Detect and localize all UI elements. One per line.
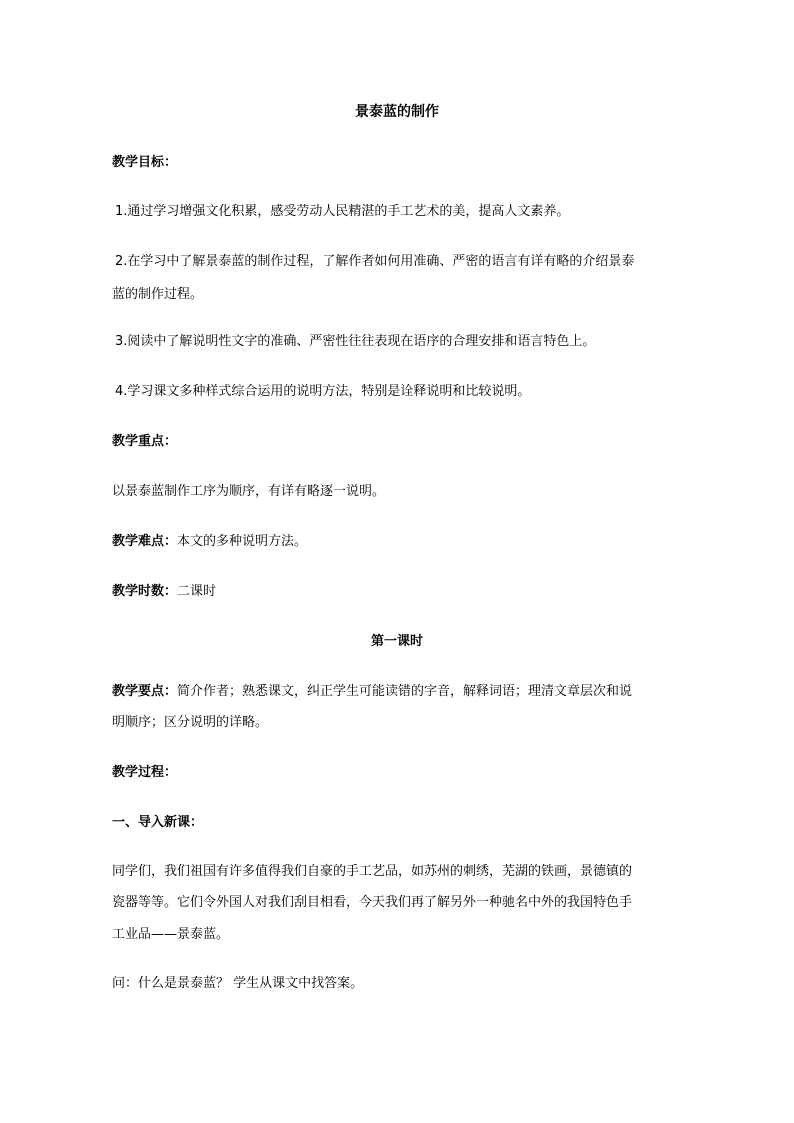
- essentials-line: [112, 683, 632, 701]
- objective-item-4: 4.学习课文多种样式综合运用的说明方法，特别是诠释说明和比较说明。: [115, 384, 531, 399]
- key-points-heading: 教学重点：: [112, 434, 178, 449]
- objective-item-2-cont: 蓝的制作过程。: [112, 287, 204, 302]
- document-title: 景泰蓝的制作: [355, 104, 439, 120]
- difficulty-text: 本文的多种说明方法。: [177, 534, 308, 549]
- process-heading: 教学过程：: [112, 765, 178, 780]
- intro-paragraph-line: 同学们，我们祖国有许多值得我们自豪的手工艺品，如苏州的刺绣，芜湖的铁画，景德镇的: [112, 864, 633, 879]
- intro-paragraph-line: 工业品——景泰蓝。: [112, 927, 230, 942]
- essentials-line-cont: 明顺序；区分说明的详略。: [112, 715, 269, 730]
- objective-item-2: 2.在学习中了解景泰蓝的制作过程，了解作者如何用准确、严密的语言有详有略的介绍景泰: [115, 254, 635, 269]
- essentials-text: 简介作者；熟悉课文，纠正学生可能读错的字音，解释词语；理清文章层次和说: [177, 684, 633, 699]
- difficulty-line: [112, 533, 307, 551]
- intro-paragraph-line: 瓷器等等。它们令外国人对我们刮目相看，今天我们再了解另外一种驰名中外的我国特色手: [112, 895, 633, 910]
- objective-item-1: 1.通过学习增强文化积累，感受劳动人民精湛的手工艺术的美，提高人文素养。: [115, 204, 570, 219]
- hours-line: [112, 583, 216, 601]
- key-points-text: 以景泰蓝制作工序为顺序，有详有略逐一说明。: [112, 484, 386, 499]
- difficulty-label: 教学难点：: [112, 534, 178, 549]
- essentials-label: 教学要点：: [112, 684, 178, 699]
- objective-item-3: 3.阅读中了解说明性文字的准确、严密性往往表现在语序的合理安排和语言特色上。: [115, 334, 596, 349]
- hours-text: 二课时: [177, 584, 217, 599]
- hours-label: 教学时数：: [112, 584, 178, 599]
- objectives-heading: 教学目标：: [112, 155, 178, 170]
- question-line: 问：什么是景泰蓝？ 学生从课文中找答案。: [112, 976, 364, 991]
- lesson-title: 第一课时: [370, 634, 423, 649]
- intro-heading: 一、导入新课：: [112, 815, 204, 830]
